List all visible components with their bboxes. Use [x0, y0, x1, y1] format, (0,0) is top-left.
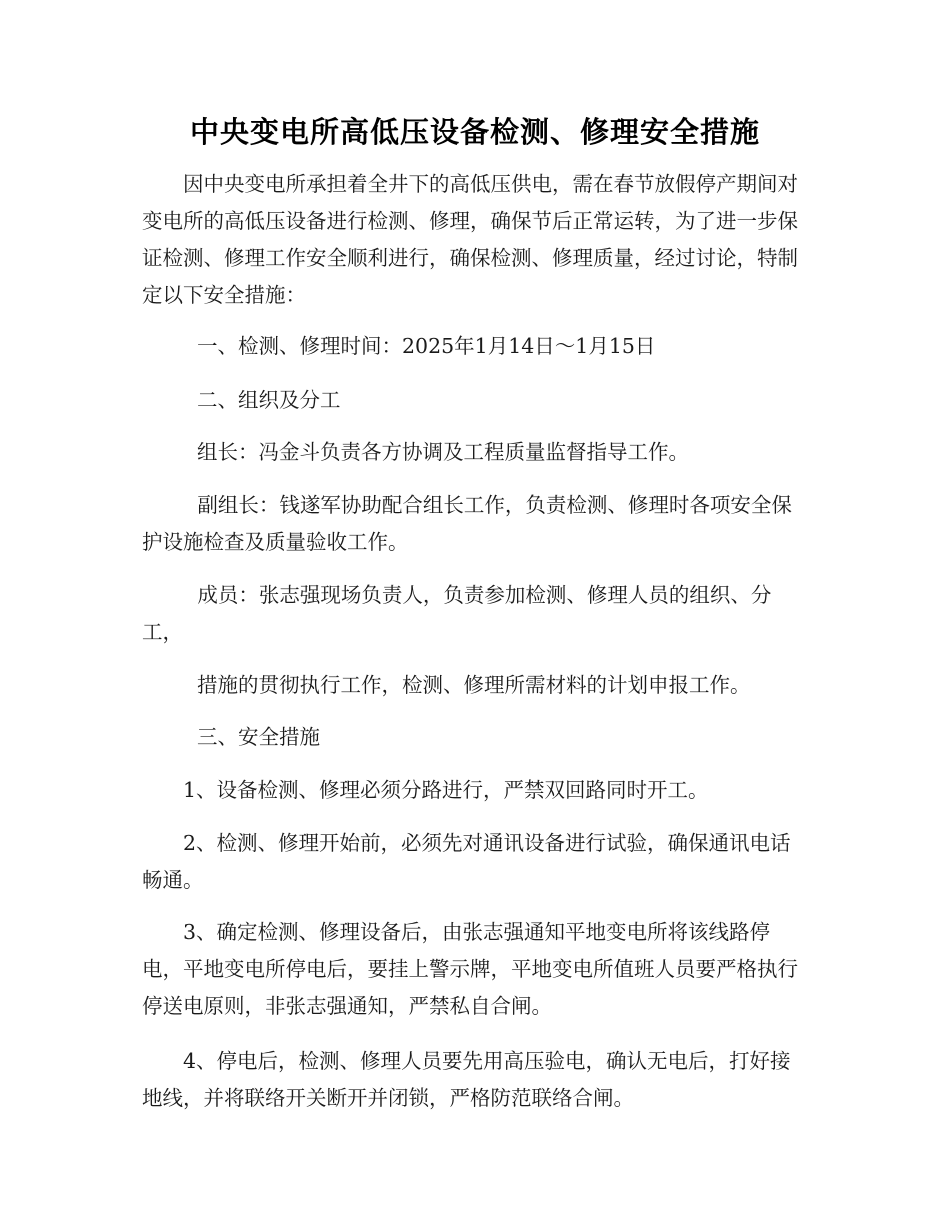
deputy-paragraph: 副组长：钱遂军协助配合组长工作，负责检测、修理时各项安全保护设施检查及质量验收工作。	[142, 493, 792, 554]
safety-item-3: 3、确定检测、修理设备后，由张志强通知平地变电所将该线路停电，平地变电所停电后，要挂上警示牌，平地变电所值班人员要严格执行停送电原则，非张志强通知，严禁私自合闸。	[142, 920, 798, 1018]
section-organization-heading: 二、组织及分工	[197, 388, 341, 412]
leader-paragraph: 组长：冯金斗负责各方协调及工程质量监督指导工作。	[197, 440, 689, 464]
members-paragraph: 成员：张志强现场负责人，负责参加检测、修理人员的组织、分工，	[142, 583, 772, 644]
safety-item-2: 2、检测、修理开始前，必须先对通讯设备进行试验，确保通讯电话畅通。	[142, 831, 791, 892]
members-continuation: 措施的贯彻执行工作，检测、修理所需材料的计划申报工作。	[197, 673, 751, 697]
intro-paragraph: 因中央变电所承担着全井下的高低压供电，需在春节放假停产期间对变电所的高低压设备进行检测、修理，确保节后正常运转，为了进一步保证检测、修理工作安全顺利进行，确保检测、修理质量，经过讨论，特制定以下安全措施：	[142, 172, 798, 307]
document-title: 中央变电所高低压设备检测、修理安全措施	[189, 115, 760, 149]
safety-item-4: 4、停电后，检测、修理人员要先用高压验电，确认无电后，打好接地线，并将联络开关断开并闭锁，严格防范联络合闸。	[142, 1049, 791, 1110]
section-safety-heading: 三、安全措施	[197, 725, 320, 749]
safety-item-1: 1、设备检测、修理必须分路进行，严禁双回路同时开工。	[183, 778, 709, 802]
section-time: 一、检测、修理时间：2025年1月14日～1月15日	[197, 334, 656, 358]
